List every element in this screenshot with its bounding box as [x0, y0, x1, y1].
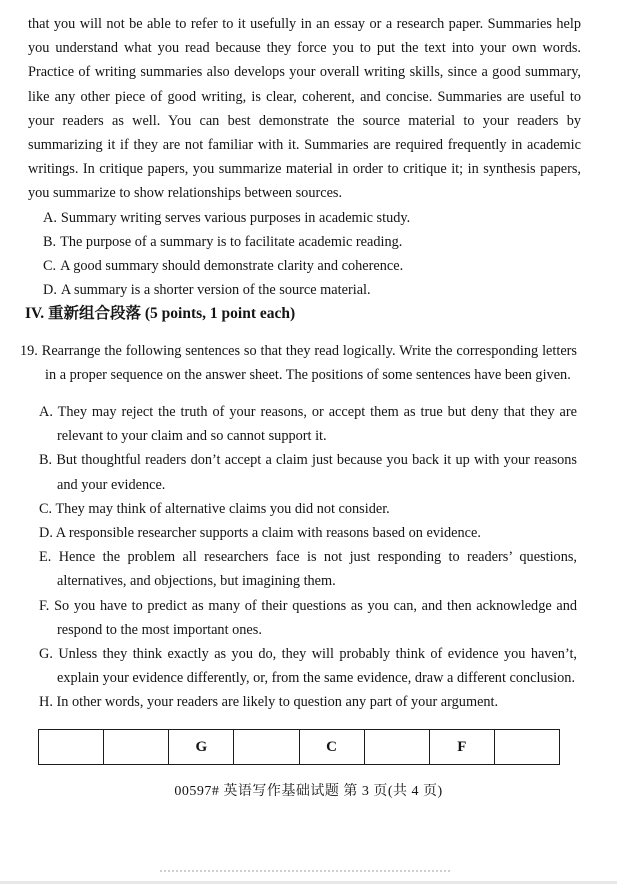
option-a [43, 206, 587, 230]
option-b [43, 230, 587, 254]
option-d [43, 278, 587, 302]
question-19 [0, 339, 617, 715]
option-text: A summary is a shorter version of the source material. [60, 282, 371, 299]
scan-artifact [160, 870, 450, 872]
item-text: Unless they think exactly as you do, they will probably think of evidence you haven’t, explain your evidence differently, or, from the same evidence, draw a different conclusion. [57, 646, 577, 687]
item-letter: A. [39, 404, 53, 421]
sentence-item-a [39, 400, 577, 448]
section-title: 重新组合段落 [47, 305, 141, 323]
answer-cell-3: G [169, 729, 234, 764]
question-number: 19. [20, 342, 38, 359]
item-text: They may reject the truth of your reasons, or accept them as true but deny that they are relevant to your claim and so cannot support it. [57, 404, 577, 445]
item-text: Hence the problem all researchers face is not just responding to readers’ questions, alternatives, and objections, but imagining them. [57, 549, 577, 590]
answer-cell-8 [494, 729, 559, 764]
sentence-item-f [39, 594, 577, 642]
item-text: In other words, your readers are likely to question any part of your argument. [56, 694, 499, 711]
sentence-item-h [39, 690, 577, 714]
answer-cell-2 [104, 729, 169, 764]
item-text: But thoughtful readers don’t accept a claim just because you back it up with your reasons and your evidence. [56, 452, 578, 493]
answer-cell-6 [364, 729, 429, 764]
answer-cell-7: F [429, 729, 494, 764]
sentence-item-g [39, 642, 577, 690]
item-letter: H. [39, 694, 53, 711]
option-letter: D. [43, 282, 57, 299]
item-letter: E. [39, 549, 52, 566]
reading-passage: that you will not be able to refer to it usefully in an essay or a research paper. Summaries help you understand what you read because they force you to put the text into your own words. Practice of writing summaries also develops your overall writing skills, since a good summary, like any other piece of good writing, is clear, coherent, and concise. Summaries are useful to your readers as well. You can best demonstrate the source material to your readers by summarizing it if they are not familiar with it. Summaries are required frequently in academic writings. In critique papers, you summarize material in order to critique it; in synthesis papers, you summarize to show relationships between sources. [28, 16, 581, 202]
item-text: So you have to predict as many of their questions as you can, and then acknowledge and respond to the most important ones. [54, 597, 577, 638]
option-text: The purpose of a summary is to facilitate academic reading. [60, 233, 403, 250]
sentence-item-d [39, 521, 577, 545]
item-letter: B. [39, 452, 53, 469]
sentence-item-c [39, 497, 577, 521]
answer-table [38, 729, 560, 765]
item-letter: C. [39, 500, 53, 517]
sentence-item-b [39, 448, 577, 496]
sentence-list [39, 400, 577, 715]
item-letter: G. [39, 646, 53, 663]
answer-cell-1 [39, 729, 104, 764]
item-text: They may think of alternative claims you did not consider. [55, 500, 390, 517]
answer-cell-4 [234, 729, 299, 764]
question-prompt-text: Rearrange the following sentences so that they read logically. Write the corresponding letters in a proper sequence on the answer sheet. The positions of some sentences have been given. [41, 342, 577, 383]
option-letter: B. [43, 233, 57, 250]
option-letter: A. [43, 209, 57, 226]
option-c [43, 254, 587, 278]
answer-table-row [39, 729, 560, 764]
section-points: (5 points, 1 point each) [144, 305, 296, 323]
option-text: A good summary should demonstrate clarity and coherence. [60, 258, 404, 275]
question-19-prompt [20, 339, 577, 387]
option-text: Summary writing serves various purposes in academic study. [60, 209, 411, 226]
section-iv-heading [25, 302, 617, 326]
item-letter: F. [39, 597, 50, 614]
section-numeral: IV. [25, 305, 45, 323]
item-text: A responsible researcher supports a claim with reasons based on evidence. [55, 525, 481, 542]
answer-cell-5: C [299, 729, 364, 764]
sentence-item-e [39, 545, 577, 593]
question18-options [43, 206, 587, 303]
page-footer: 00597# 英语写作基础试题 第 3 页(共 4 页) [174, 783, 443, 799]
option-letter: C. [43, 258, 57, 275]
item-letter: D. [39, 525, 53, 542]
